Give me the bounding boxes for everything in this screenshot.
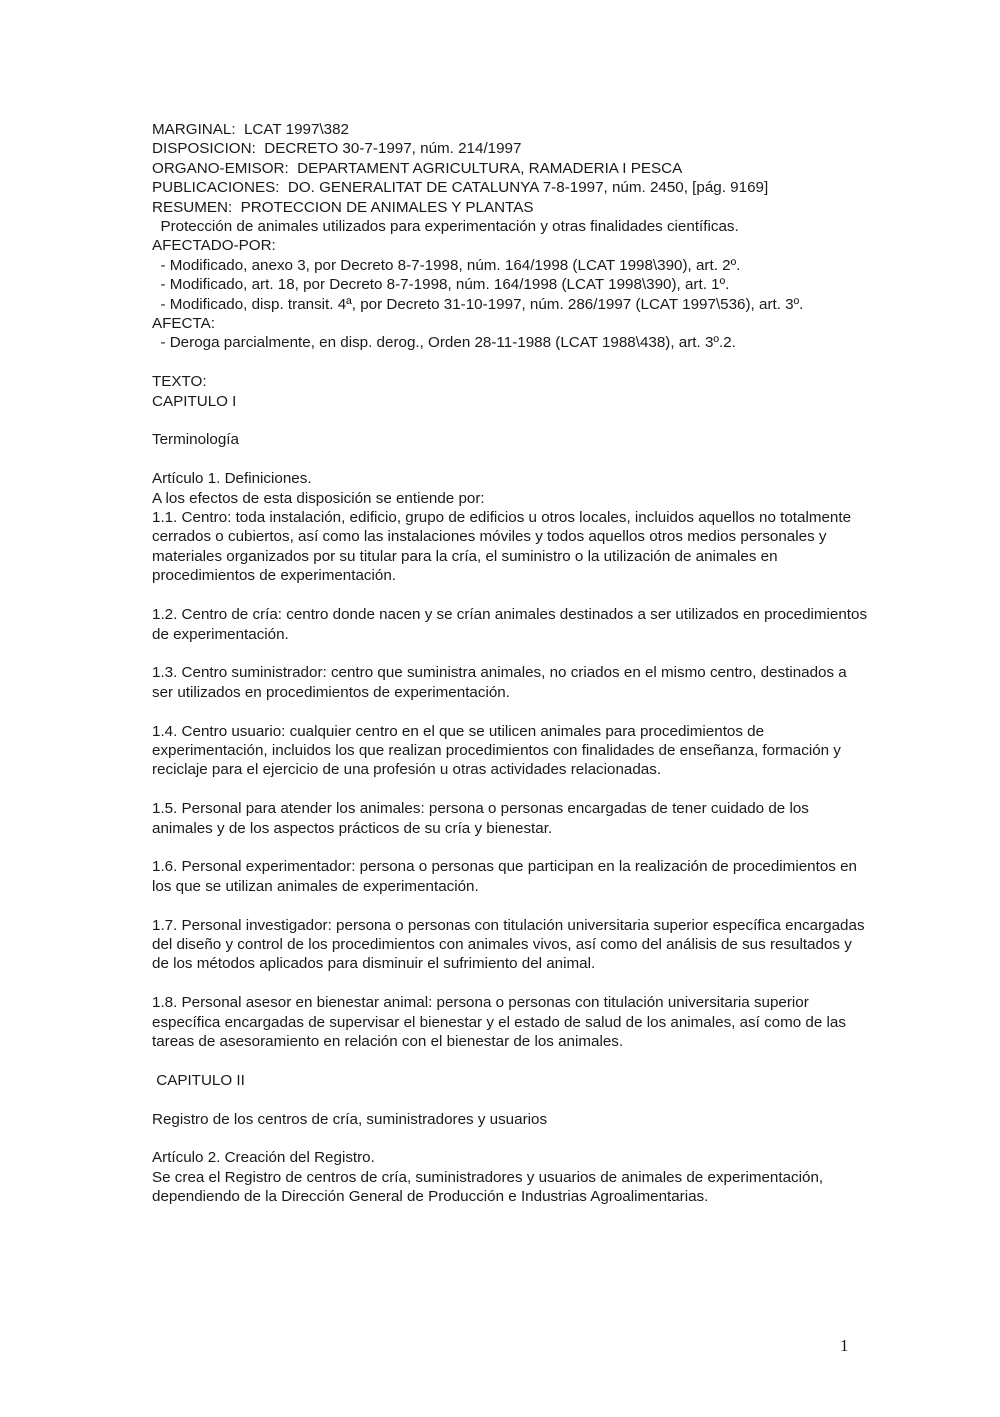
article-title: Artículo 1. Definiciones. xyxy=(152,470,312,488)
section-title: Registro de los centros de cría, suministradores y usuarios xyxy=(152,1110,548,1128)
article-intro: A los efectos de esta disposición se entiende por: xyxy=(152,489,485,507)
resumen-line: RESUMEN: PROTECCION DE ANIMALES Y PLANTAS xyxy=(152,198,534,216)
chapter-heading: CAPITULO II xyxy=(152,1071,245,1089)
definition-paragraph: 1.7. Personal investigador: persona o personas con titulación universitaria superior específica encargadas del diseño y control de los procedimientos con animales vivos, así como del análisis de sus resultados y de los métodos aplicados para disminuir el sufrimiento del animal. xyxy=(152,916,865,973)
chapter-heading: CAPITULO I xyxy=(152,392,237,410)
article-title: Artículo 2. Creación del Registro. xyxy=(152,1149,375,1167)
document-page xyxy=(152,120,872,1207)
afectado-item: - Modificado, disp. transit. 4ª, por Decreto 31-10-1997, núm. 286/1997 (LCAT 1997\536), art. 3º. xyxy=(152,295,804,313)
organo-emisor-line: ORGANO-EMISOR: DEPARTAMENT AGRICULTURA, RAMADERIA I PESCA xyxy=(152,159,683,177)
afecta-item: - Deroga parcialmente, en disp. derog., Orden 28-11-1988 (LCAT 1988\438), art. 3º.2. xyxy=(152,334,736,352)
definition-paragraph: 1.2. Centro de cría: centro donde nacen y se crían animales destinados a ser utilizados en procedimientos de experimentación. xyxy=(152,606,868,643)
afectado-item: - Modificado, anexo 3, por Decreto 8-7-1998, núm. 164/1998 (LCAT 1998\390), art. 2º. xyxy=(152,256,741,274)
texto-label: TEXTO: xyxy=(152,373,207,391)
afectado-item: - Modificado, art. 18, por Decreto 8-7-1998, núm. 164/1998 (LCAT 1998\390), art. 1º. xyxy=(152,276,730,294)
disposicion-line: DISPOSICION: DECRETO 30-7-1997, núm. 214/1997 xyxy=(152,140,522,158)
section-title: Terminología xyxy=(152,431,239,449)
definition-paragraph: 1.5. Personal para atender los animales: persona o personas encargadas de tener cuidado de los animales y de los aspectos prácticos de su cría y bienestar. xyxy=(152,800,809,837)
resumen-detail: Protección de animales utilizados para experimentación y otras finalidades científicas. xyxy=(152,218,739,236)
definition-paragraph: 1.6. Personal experimentador: persona o personas que participan en la realización de procedimientos en los que se utilizan animales de experimentación. xyxy=(152,858,857,895)
publicaciones-line: PUBLICACIONES: DO. GENERALITAT DE CATALUNYA 7-8-1997, núm. 2450, [pág. 9169] xyxy=(152,179,769,197)
marginal-line: MARGINAL: LCAT 1997\382 xyxy=(152,121,349,138)
afecta-label: AFECTA: xyxy=(152,315,216,333)
definition-paragraph: 1.8. Personal asesor en bienestar animal: persona o personas con titulación universitaria superior específica encargadas de supervisar el bienestar y el estado de salud de los animales, así como de las tareas de asesoramiento en relación con el bienestar de los animales. xyxy=(152,994,846,1050)
page-number: 1 xyxy=(840,1336,849,1355)
definition-paragraph: 1.3. Centro suministrador: centro que suministra animales, no criados en el mismo centro, destinados a ser utilizados en procedimientos de experimentación. xyxy=(152,664,847,701)
afectado-por-label: AFECTADO-POR: xyxy=(152,237,276,255)
definition-paragraph: 1.1. Centro: toda instalación, edificio, grupo de edificios u otros locales, incluidos aquellos no totalmente cerrados o cubiertos, así como las instalaciones móviles y todos aquellos otros medios personales y materiales organizados por su titular para la cría, el suministro o la utilización de animales en procedimientos de experimentación. xyxy=(152,509,852,585)
definition-paragraph: 1.4. Centro usuario: cualquier centro en el que se utilicen animales para procedimientos de experimentación, incluidos los que realizan procedimientos con finalidades de enseñanza, formación y reciclaje para el ejercicio de una profesión u otras actividades relacionadas. xyxy=(152,722,841,779)
article-paragraph: Se crea el Registro de centros de cría, suministradores y usuarios de animales de experimentación, dependiendo de la Dirección General de Producción e Industrias Agroalimentarias. xyxy=(152,1168,824,1206)
